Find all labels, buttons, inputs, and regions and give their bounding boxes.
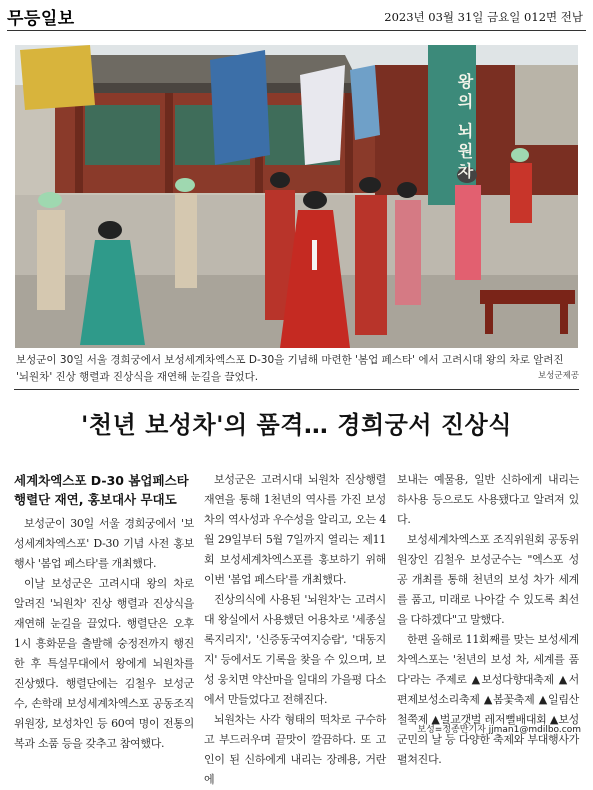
article-headline: '천년 보성차'의 품격… 경희궁서 진상식 <box>81 411 512 439</box>
caption-rule <box>14 389 579 390</box>
paragraph: 보성군이 30일 서울 경희궁에서 '보성세계차엑스포' D-30 기념 사전 홍보행사 '봄업 페스타'를 개최했다. <box>14 517 194 570</box>
paragraph: 뇌원차는 사각 형태의 떡차로 구수하고 부드러우며 끝맛이 깔끔하다. 또 고인이 된 신하에게 내리는 장례용, 거란에 <box>204 713 386 786</box>
masthead <box>0 0 593 30</box>
photo-caption: 보성군이 30일 서울 경희궁에서 보성세계차엑스포 D-30을 기념해 마련한 '봄업 페스타' 에서 고려시대 왕의 차로 알려진 '뇌원차' 진상 행렬과 진상식을 재연해 눈길을 끌었다. <box>16 354 564 383</box>
paragraph: 진상의식에 사용된 '뇌원차'는 고려시대 왕실에서 사용했던 어용차로 '세종실록지리지', '신증동국여지승람', '대동지지' 등에서도 기록을 찾을 수 있으며, 보성 웅치면 약산마을 일대의 가을평 다소에서 만들었다고 전해진다. <box>204 593 386 706</box>
photo-credit: 보성군제공 <box>537 371 579 381</box>
paragraph: 보성세계차엑스포 조직위원회 공동위원장인 김철우 보성군수는 "엑스포 성공 개최를 통해 천년의 보성 차가 세계를 품고, 미래로 나아갈 수 있도록 최선을 다하겠다"고 말했다. <box>397 533 579 626</box>
subhead-line-2: 행렬단 재연, 홍보대사 무대도 <box>14 492 177 507</box>
article-byline: 보성=정종만기자 jjman1@mdilbo.com <box>417 725 581 735</box>
paragraph: 이날 보성군은 고려시대 왕의 차로 알려진 '뇌원차' 진상 행렬과 진상식을 재연해 눈길을 끌었다. 행렬단은 오후 1시 흥화문을 출발해 숭정전까지 행진한 후 특설무대에서 왕에게 뇌원차를 진상했다. 행렬단에는 김철우 보성군수, 손학래 보성세계차엑스포 공동조직위원장, 보성차인 등 60여 명이 전통의복과 소품 등을 갖추고 참여했다. <box>14 577 194 750</box>
article-subhead <box>14 471 194 509</box>
paragraph: 보성군은 고려시대 뇌원차 진상행렬 재연을 통해 1천년의 역사를 가진 보성차의 역사성과 우수성을 알리고, 오는 4월 29일부터 5월 7일까지 열리는 제11회 보성세계차엑스포를 홍보하기 위해 이번 '봄업 페스타'를 개최했다. <box>204 473 386 586</box>
photo-illustration <box>15 45 578 348</box>
photo-banner-text: 왕의 뇌원차 <box>455 73 474 183</box>
newspaper-name: 무등일보 <box>7 9 75 29</box>
article-column-1 <box>14 514 194 754</box>
paragraph: 보내는 예물용, 일반 신하에게 내리는 하사용 등으로도 사용됐다고 알려져 있다. <box>397 473 579 526</box>
subhead-line-1: 세계차엑스포 D-30 봄업페스타 <box>14 473 189 488</box>
paragraph: 한편 올해로 11회째를 맞는 보성세계차엑스포는 '천년의 보성 차, 세계를 품다'라는 주제로 ▲보성다향대축제 ▲서편제보성소리축제 ▲봄꽃축제 ▲일림산 철쭉제 ▲벌교갯벌 레저뻘배대회 ▲보성군민의 날 등 다양한 축제와 부대행사가 펼쳐진다. <box>397 633 579 766</box>
article-column-2 <box>204 470 386 790</box>
article-photo <box>15 45 578 348</box>
masthead-rule <box>7 30 586 31</box>
dateline: 2023년 03월 31일 금요일 012면 전남 <box>384 10 583 24</box>
